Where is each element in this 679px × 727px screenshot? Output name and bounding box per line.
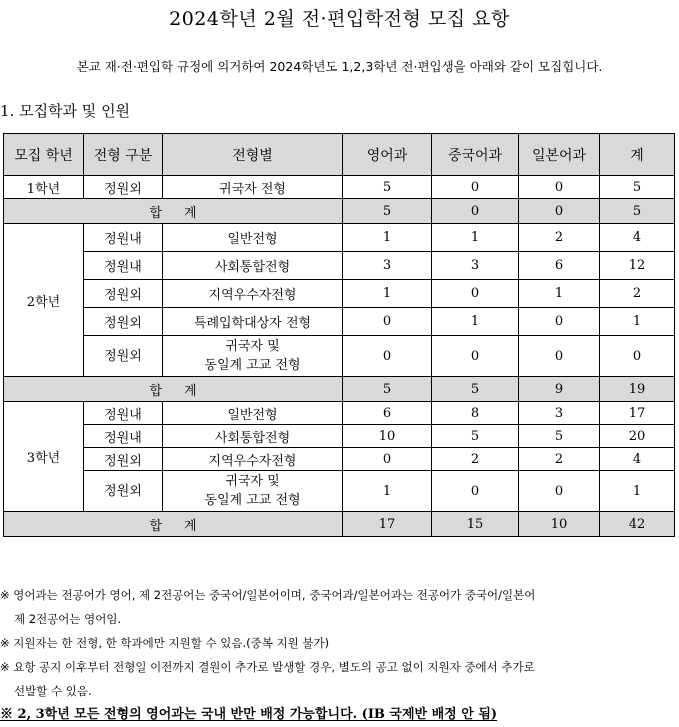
chinese-count: 0 [432,471,519,512]
category-cell: 정원외 [84,336,163,377]
sum-chinese: 15 [432,512,519,537]
table-row [4,471,675,512]
category-cell: 정원외 [84,280,163,308]
table-row [4,252,675,280]
chinese-count: 0 [432,176,519,199]
japanese-count: 5 [519,425,600,448]
sum-japanese: 10 [519,512,600,537]
total-count: 1 [600,308,675,336]
header-track: 전형별 [163,134,343,176]
english-count: 5 [343,176,432,199]
total-count: 4 [600,224,675,252]
admission-table [3,133,675,537]
english-count: 10 [343,425,432,448]
japanese-count: 0 [519,176,600,199]
intro-text: 본교 재·전·편입학 규정에 의거하여 2024학년도 1,2,3학년 전·편입생을 아래와 같이 모집힙니다. [76,59,603,74]
japanese-count: 2 [519,224,600,252]
category-cell: 정원내 [84,252,163,280]
english-count: 0 [343,448,432,471]
track-cell: 사회통합전형 [163,252,343,280]
category-cell: 정원외 [84,176,163,199]
sum-japanese: 0 [519,199,600,224]
header-japanese: 일본어과 [519,134,600,176]
chinese-count: 1 [432,224,519,252]
japanese-count: 6 [519,252,600,280]
total-count: 20 [600,425,675,448]
total-count: 5 [600,176,675,199]
chinese-count: 3 [432,252,519,280]
table-row [4,280,675,308]
sum-japanese: 9 [519,377,600,402]
chinese-count: 0 [432,336,519,377]
header-grade: 모집 학년 [4,134,84,176]
note-1-continued: 제 2전공어는 영어임. [14,612,122,626]
header-english: 영어과 [343,134,432,176]
english-count: 1 [343,280,432,308]
table-header-row [4,134,675,176]
sum-english: 17 [343,512,432,537]
total-count: 17 [600,402,675,425]
english-count: 1 [343,224,432,252]
japanese-count: 0 [519,336,600,377]
sum-label: 합 계 [4,199,343,224]
english-count: 1 [343,471,432,512]
header-total: 계 [600,134,675,176]
sum-label: 합 계 [4,377,343,402]
category-cell: 정원외 [84,448,163,471]
sum-english: 5 [343,199,432,224]
track-cell: 지역우수자전형 [163,448,343,471]
japanese-count: 0 [519,308,600,336]
chinese-count: 1 [432,308,519,336]
table-row [4,176,675,199]
grade-label: 3학년 [4,402,84,512]
chinese-count: 2 [432,448,519,471]
note-4: ※ 2, 3학년 모든 전형의 영어과는 국내 반만 배정 가능합니다. (IB 국제반 배정 안 됨) [0,707,498,722]
track-cell: 일반전형 [163,402,343,425]
total-count: 2 [600,280,675,308]
total-count: 1 [600,471,675,512]
chinese-count: 8 [432,402,519,425]
track-cell: 귀국자 전형 [163,176,343,199]
grade-label: 1학년 [4,176,84,199]
english-count: 0 [343,308,432,336]
japanese-count: 1 [519,280,600,308]
japanese-count: 0 [519,471,600,512]
sum-total: 5 [600,199,675,224]
table-row [4,425,675,448]
sum-row [4,377,675,402]
category-cell: 정원외 [84,471,163,512]
note-2: ※ 지원자는 한 전형, 한 학과에만 지원할 수 있음.(중복 지원 불가) [0,636,330,650]
track-line: 귀국자 및 [225,339,280,354]
track-line: 동일계 고교 전형 [204,358,301,373]
chinese-count: 5 [432,425,519,448]
track-line: 귀국자 및 [225,474,280,489]
english-count: 0 [343,336,432,377]
table-row [4,336,675,377]
english-count: 6 [343,402,432,425]
sum-total: 19 [600,377,675,402]
header-category: 전형 구분 [84,134,163,176]
total-count: 0 [600,336,675,377]
track-cell [163,336,343,377]
notes [0,583,679,727]
sum-row [4,512,675,537]
total-count: 4 [600,448,675,471]
sum-label: 합 계 [4,512,343,537]
sum-english: 5 [343,377,432,402]
track-cell: 특례입학대상자 전형 [163,308,343,336]
chinese-count: 0 [432,280,519,308]
sum-total: 42 [600,512,675,537]
table-row [4,402,675,425]
table-row [4,224,675,252]
section-title: 1. 모집학과 및 인원 [0,102,131,120]
header-chinese: 중국어과 [432,134,519,176]
japanese-count: 3 [519,402,600,425]
note-3-continued: 선발할 수 있음. [14,684,92,698]
category-cell: 정원외 [84,308,163,336]
track-line: 동일계 고교 전형 [204,493,301,508]
note-1: ※ 영어과는 전공어가 영어, 제 2전공어는 중국어/일본어이며, 중국어과/일본어과는 전공어가 중국어/일본어 [0,588,536,602]
table-row [4,308,675,336]
category-cell: 정원내 [84,402,163,425]
english-count: 3 [343,252,432,280]
grade-label: 2학년 [4,224,84,377]
total-count: 12 [600,252,675,280]
track-cell: 지역우수자전형 [163,280,343,308]
track-cell: 일반전형 [163,224,343,252]
category-cell: 정원내 [84,224,163,252]
sum-chinese: 5 [432,377,519,402]
sum-row [4,199,675,224]
track-cell [163,471,343,512]
note-3: ※ 요항 공지 이후부터 전형일 이전까지 결원이 추가로 발생할 경우, 별도의 공고 없이 지원자 중에서 추가로 [0,660,535,674]
japanese-count: 2 [519,448,600,471]
track-cell: 사회통합전형 [163,425,343,448]
page-title: 2024학년 2월 전·편입학전형 모집 요항 [169,8,510,30]
category-cell: 정원내 [84,425,163,448]
table-row [4,448,675,471]
sum-chinese: 0 [432,199,519,224]
